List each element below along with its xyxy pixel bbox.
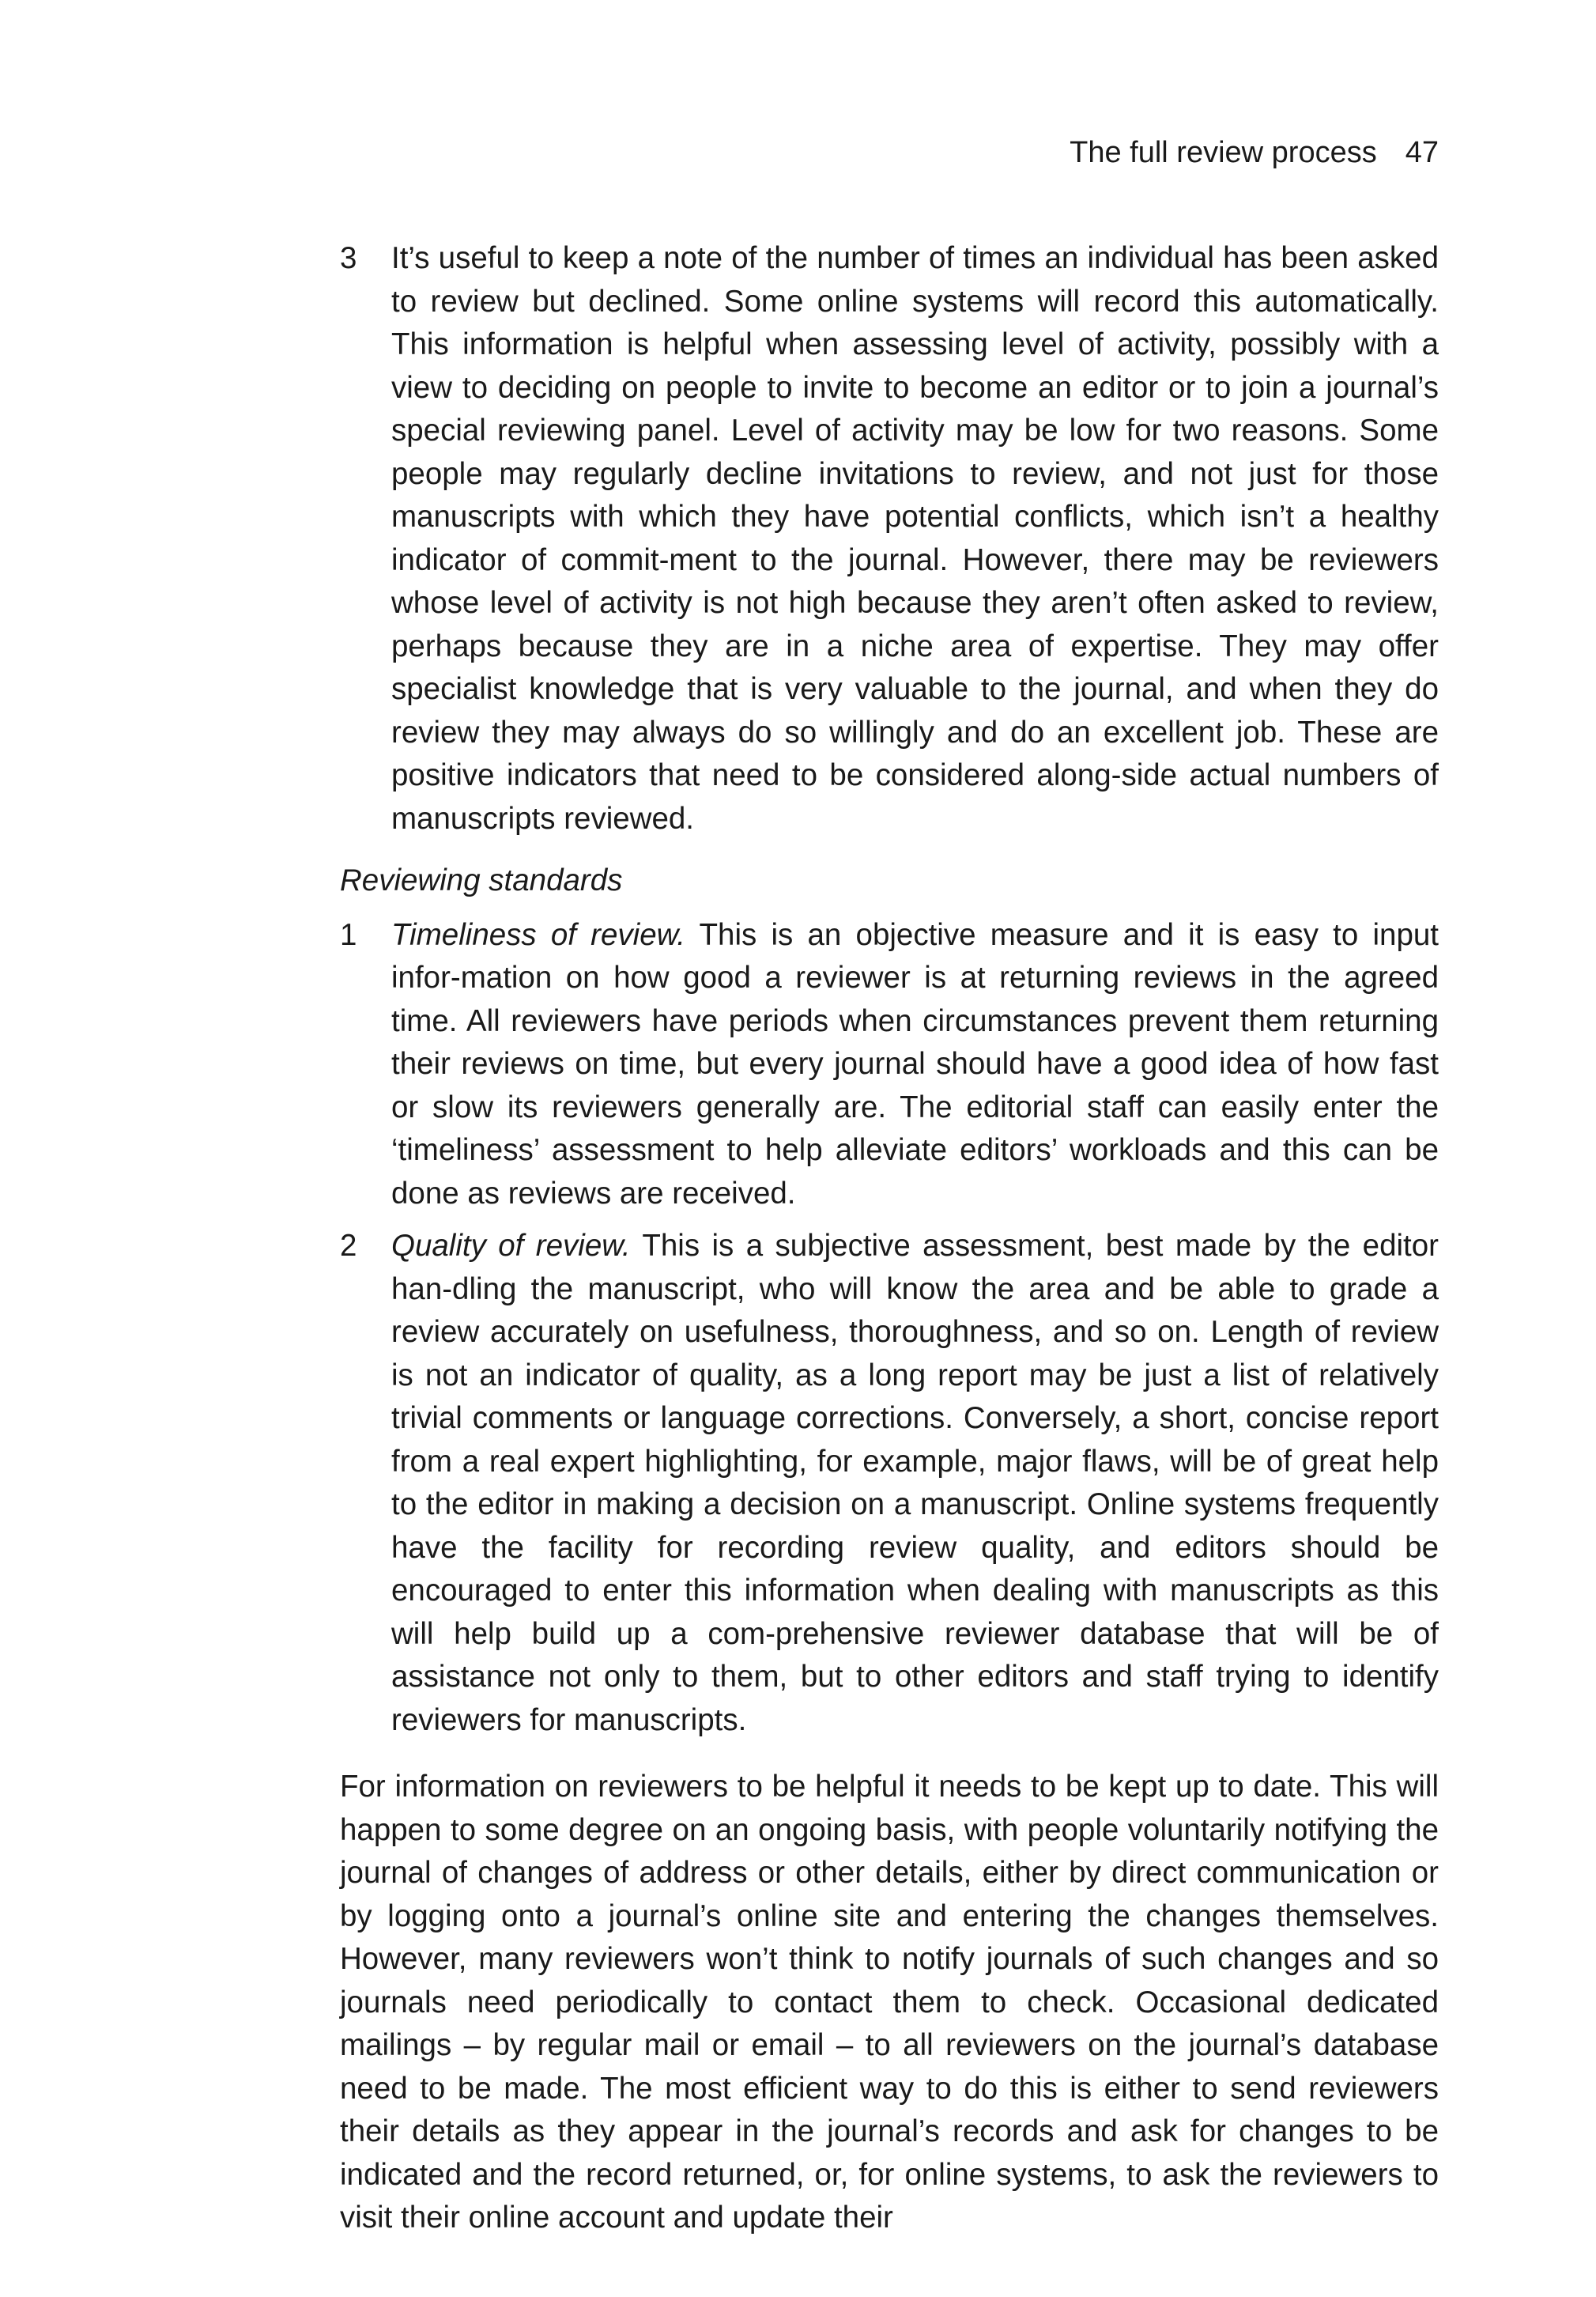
list-item-term: Quality of review. (391, 1229, 631, 1263)
list-item-timeliness (340, 914, 1439, 1216)
list-item-term: Timeliness of review. (391, 917, 686, 952)
page-body (340, 237, 1439, 2270)
page-number: 47 (1405, 136, 1439, 169)
list-item-3 (340, 237, 1439, 841)
list-item-number: 1 (340, 917, 357, 952)
list-item-body: This is a subjective assessment, best made by the editor han-dling the manuscript, who will know the area and be able to grade a review accurately on usefulness, thoroughness, and so on. Length of review is not an indicator of quality, as a long report may be just a list of relatively trivial comments or language corrections. Conversely, a short, concise report from a real expert highlighting, for example, major flaws, will be of great help to the editor in making a decision on a manuscript. Online systems frequently have the facility for recording review quality, and editors should be encouraged to enter this information when dealing with manuscripts as this will help build up a com-prehensive reviewer database that will be of assistance not only to them, but to other editors and staff trying to identify reviewers for manuscripts. (391, 1229, 1439, 1737)
section-heading: Reviewing standards (340, 863, 623, 897)
running-head (340, 133, 1439, 172)
running-head-title: The full review process (1070, 136, 1377, 169)
list-item-quality (340, 1225, 1439, 1742)
list-item-text (391, 1225, 1439, 1742)
list-item-text (391, 914, 1439, 1216)
list-item-body: This is an objective measure and it is easy to input infor-mation on how good a reviewer is at returning reviews in the agreed time. All reviewers have periods when circumstances prevent them returning their reviews on time, but every journal should have a good idea of how fast or slow its reviewers generally are. The editorial staff can easily enter the ‘timeliness’ assessment to help alleviate editors’ workloads and this can be done as reviews are received. (391, 917, 1439, 1211)
list-item-number: 2 (340, 1229, 357, 1263)
list-item-text: It’s useful to keep a note of the number of times an individual has been asked to review but declined. Some online systems will record this automatically. This information is helpful when assessing level of activity, possibly with a view to deciding on people to invite to become an editor or to join a journal’s special reviewing panel. Level of activity may be low for two reasons. Some people may regularly decline invitations to review, and not just for those manuscripts with which they have potential conflicts, which isn’t a healthy indicator of commit-ment to the journal. However, there may be reviewers whose level of activity is not high because they aren’t often asked to review, perhaps because they are in a niche area of expertise. They may offer specialist knowledge that is very valuable to the journal, and when they do review they may always do so willingly and do an excellent job. These are positive indicators that need to be considered along-side actual numbers of manuscripts reviewed. (391, 241, 1439, 836)
body-paragraph: For information on reviewers to be helpful it needs to be kept up to date. This will happen to some degree on an ongoing basis, with people voluntarily notifying the journal of changes of address or other details, either by direct communication or by logging onto a journal’s online site and entering the changes themselves. However, many reviewers won’t think to notify journals of such changes and so journals need periodically to contact them to check. Occasional dedicated mailings – by regular mail or email – to all reviewers on the journal’s database need to be made. The most efficient way to do this is either to send reviewers their details as they appear in the journal’s records and ask for changes to be indicated and the record returned, or, for online systems, to ask the reviewers to visit their online account and update their (340, 1770, 1439, 2235)
list-item-number: 3 (340, 241, 357, 275)
